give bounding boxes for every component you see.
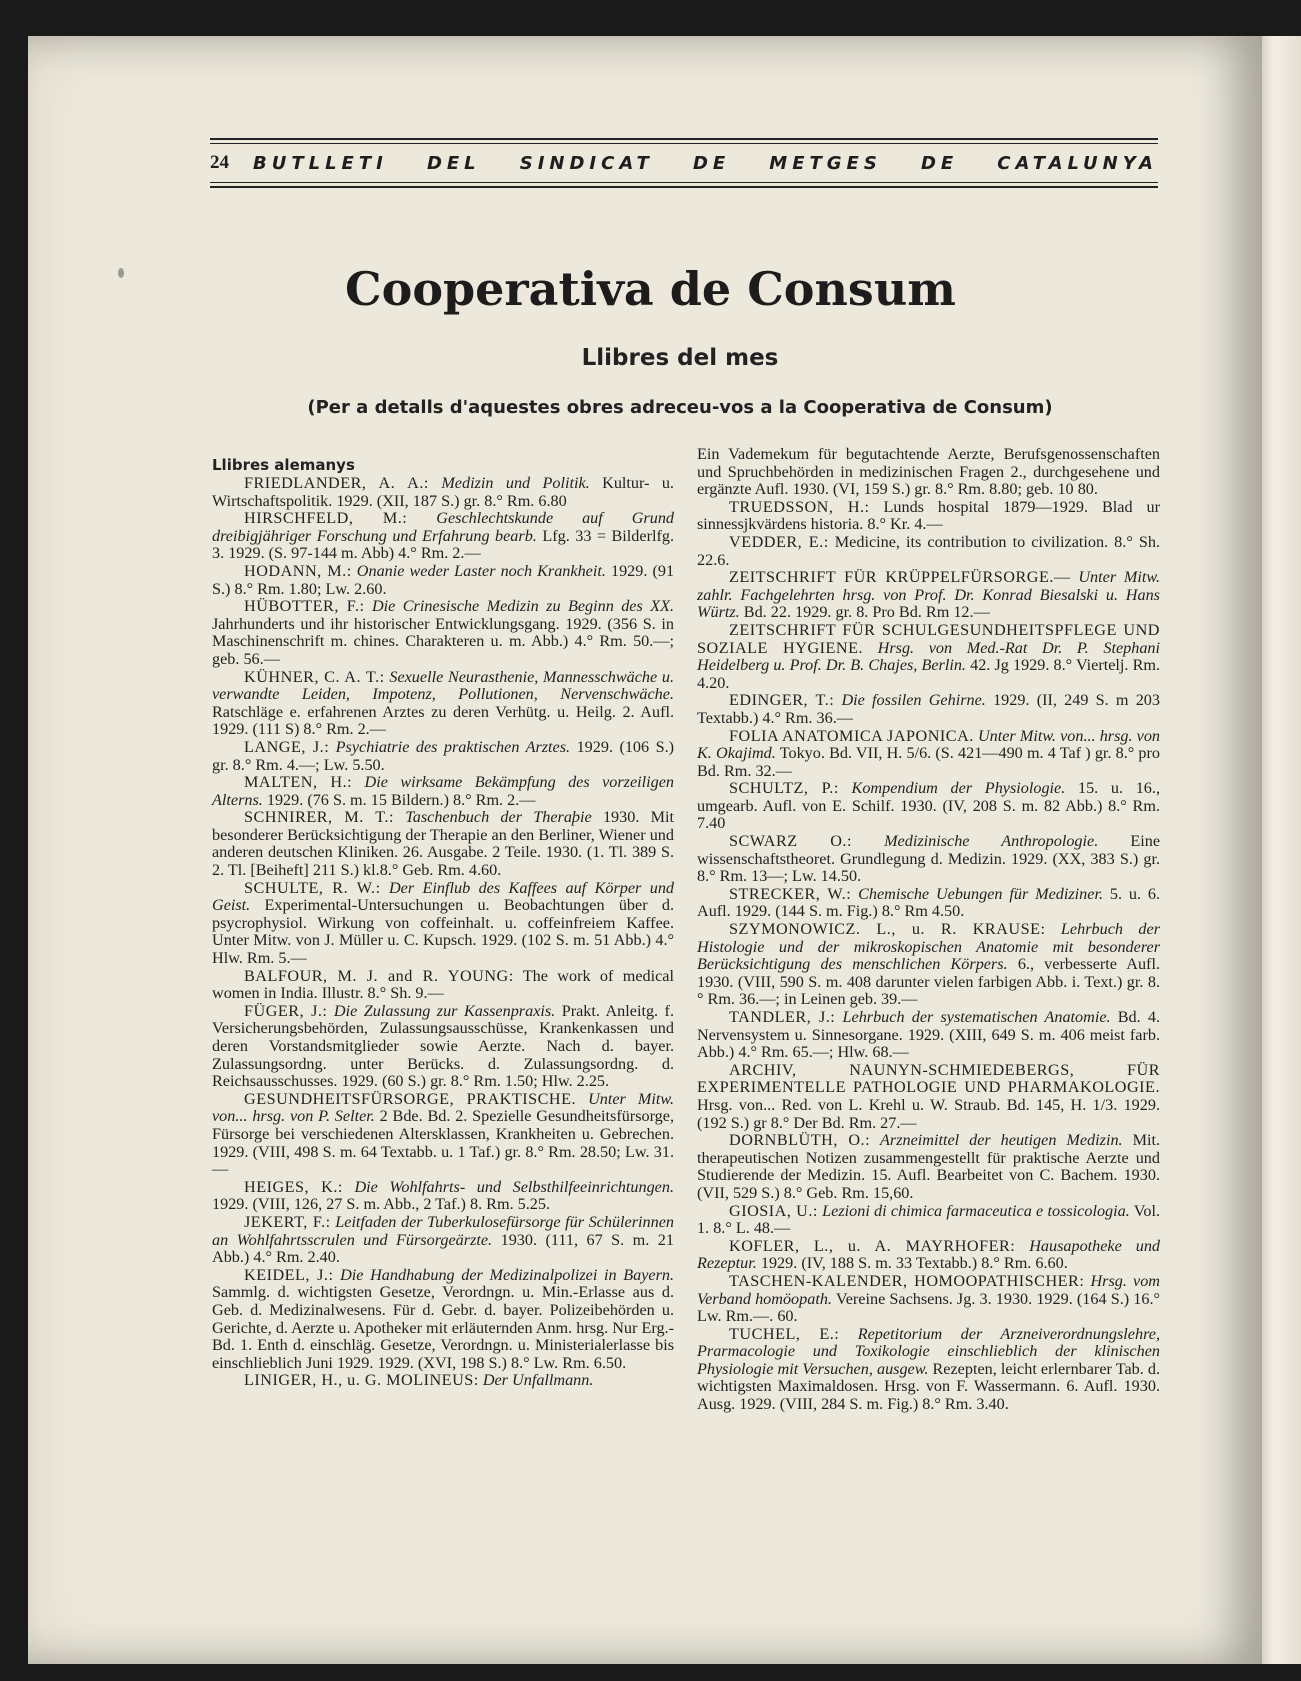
book-author: HÜBOTTER, F.:	[244, 597, 365, 616]
book-entry	[697, 1009, 1160, 1062]
book-details: Bd. 4. Nervensystem u. Sinnesorgane. 1929. (XIII, 649 S. m. 406 meist farb. Abb.) 4.° Rm. 65.—; Hlw. 68.—	[697, 1008, 1161, 1062]
book-details: Ein Vademekum für begutachtende Aerzte, Berufsgenossenschaften und Spruchbehörden in medizinischen Fragen 2., durchgesehene und ergänzte Aufl. 1930. (VI, 159 S.) gr. 8.° Rm. 8.80; geb. 10 80.	[697, 445, 1160, 499]
book-entry	[212, 1267, 674, 1373]
book-entry	[212, 563, 674, 598]
book-title: Unter Mitw. zahlr. Fachgelehrten hrsg. von Prof. Dr. Konrad Biesalski u. Hans Würtz.	[697, 568, 1161, 622]
book-entry	[697, 1203, 1160, 1238]
header-rule-top-thin	[210, 143, 1158, 144]
book-title: Arzneimittel der heutigen Medizin.	[880, 1131, 1123, 1150]
book-title: Sexuelle Neurasthenie, Mannesschwäche u. verwandte Leiden, Impotenz, Pollutionen, Nervenschwäche.	[212, 667, 674, 704]
book-entry	[697, 622, 1160, 692]
book-entry	[697, 780, 1160, 833]
book-author: TRUEDSSON, H.:	[729, 497, 870, 516]
book-details: 1929. (106 S.) gr. 8.° Rm. 4.—; Lw. 5.50.	[212, 737, 675, 774]
book-entry	[212, 880, 674, 968]
book-list	[212, 475, 674, 1390]
book-author: TUCHEL, E.:	[729, 1324, 840, 1343]
book-title: Die Zulassung zur Kassenpraxis.	[333, 1001, 556, 1020]
page-number: 24	[210, 152, 229, 173]
book-entry	[697, 569, 1160, 622]
book-title: Lezioni di chimica farmaceutica e tossicologia.	[822, 1201, 1130, 1220]
book-details: 15. u. 16., umgearb. Aufl. von E. Schilf. 1930. (IV, 208 S. m. 82 Abb.) 8.° Rm. 7.40	[697, 779, 1160, 833]
book-details: Lunds hospital 1879—1929. Blad ur sinnessjkvärdens historia. 8.° Kr. 4.—	[697, 497, 1160, 534]
book-author: EDINGER, T.:	[729, 691, 835, 710]
section-heading: Llibres alemanys	[212, 456, 355, 474]
book-details: The work of medical women in India. Illustr. 8.° Sh. 9.—	[212, 966, 674, 1003]
book-author: SZYMONOWICZ. L., u. R. KRAUSE:	[729, 920, 1046, 939]
book-author: FRIEDLANDER, A. A.:	[244, 474, 429, 492]
book-entry	[697, 921, 1160, 1009]
book-author: KÜHNER, C. A. T.:	[244, 667, 385, 686]
book-author: LANGE, J.:	[244, 737, 330, 756]
book-entry	[212, 1372, 674, 1390]
book-author: ZEITSCHRIFT FÜR SCHULGESUNDHEITSPFLEGE UND SOZIALE HYGIENE.	[697, 620, 1160, 657]
book-title: Lehrbuch der systematischen Anatomie.	[842, 1008, 1111, 1026]
book-author: LINIGER, H., u. G. MOLINEUS:	[244, 1371, 479, 1390]
running-header	[210, 148, 1158, 178]
book-details: Mit. therapeutischen Notizen zusammengestellt für praktische Aerzte und Studierende der Medizin. 15. Aufl. Bearbeitet von C. Bachem. 1930. (VII, 529 S.) 8.° Geb. Rm. 15,60.	[697, 1131, 1160, 1202]
book-title: Medizin und Politik.	[441, 474, 590, 492]
book-entry	[697, 1326, 1160, 1414]
book-title: Hrsg. von Med.-Rat Dr. P. Stephani Heidelberg u. Prof. Dr. B. Chajes, Berlin.	[697, 638, 1161, 675]
book-title: Hrsg. vom Verband homöopath.	[697, 1271, 1160, 1308]
book-author: SCHULTZ, P.:	[729, 779, 839, 798]
book-entry	[212, 1003, 674, 1091]
book-title: Leitfaden der Tuberkulosefürsorge für Schülerinnen an Wohlfahrtsscrulen und Fürsorgeärzte.	[212, 1212, 675, 1249]
book-title: Kompendium der Physiologie.	[851, 779, 1066, 798]
book-entry	[212, 774, 674, 809]
book-author: HODANN, M.:	[244, 561, 352, 580]
book-author: TANDLER, J.:	[729, 1008, 836, 1026]
book-details: Prakt. Anleitg. f. Versicherungsbehörden, Zulassungsausschüsse, Krankenkassen und deren Vorstandsmitglieder sowie Aerzte. Nach d. bayer. Zulassungsordng. unter Berücks. d. Zulassungsordng. d. Reichsausschusses. 1929. (60 S.) gr. 8.° Rm. 1.50; Hlw. 2.25.	[212, 1001, 674, 1091]
right-column	[697, 446, 1160, 1414]
book-details: Tokyo. Bd. VII, H. 5/6. (S. 421—490 m. 4 Taf ) gr. 8.° pro Bd. Rm. 32.—	[697, 744, 1160, 780]
book-title: Unter Mitw. von... hrsg. von P. Selter.	[212, 1089, 675, 1126]
book-details: Jahrhunderts und ihr historischer Entwicklungsgang. 1929. (356 S. in Maschinenschrift m. chines. Charakteren u. m. Abb.) 4.° Rm. 50.—; geb. 56.—	[212, 614, 674, 668]
journal-title-word: BUTLLETI	[253, 152, 388, 174]
book-title: Onanie weder Laster noch Krankheit.	[356, 561, 606, 580]
book-entry	[212, 1214, 674, 1267]
book-details: 1929. (91 S.) 8.° Rm. 1.80; Lw. 2.60.	[212, 561, 675, 598]
book-entry	[697, 886, 1160, 921]
book-title: Lehrbuch der Histologie und der mikroskopischen Anatomie mit besonderer Berücksichtigung des menschlichen Körpers.	[697, 920, 1160, 974]
book-author: ARCHIV, NAUNYN-SCHMIEDEBERGS, FÜR EXPERIMENTELLE PATHOLOGIE UND PHARMAKOLOGIE.	[697, 1060, 1160, 1097]
book-title: Unter Mitw. von... hrsg. von K. Okajimd.	[697, 726, 1161, 763]
book-title: Geschlechtskunde auf Grund dreibigjähriger Forschung und Erfahrung bearb.	[212, 509, 675, 545]
book-details: Bd. 22. 1929. gr. 8. Pro Bd. Rm 12.—	[743, 603, 990, 622]
book-entry	[697, 728, 1160, 781]
book-details: 1930. Mit besonderer Berücksichtigung der Therapie an den Berliner, Wiener und anderen deutschen Kliniken. 26. Ausgabe. 2 Teile. 1930. (1. Tl. 389 S. 2. Tl. [Beiheft] 211 S.) kl.8.° Geb. Rm. 4.60.	[212, 808, 675, 880]
journal-title-word: CATALUNYA	[997, 152, 1158, 174]
book-details: Rezepten, leicht erlernbarer Tab. d. wichtigsten Maximaldosen. Hrsg. von F. Wassermann. 6. Aufl. 1930. Ausg. 1929. (VIII, 284 S. m. Fig.) 8.° Rm. 3.40.	[697, 1359, 1161, 1414]
book-entry	[212, 475, 674, 510]
book-title: Die Crinesische Medizin zu Beginn des XX.	[371, 597, 675, 616]
book-title: Die Wohlfahrts- und Selbsthilfeeinrichtungen.	[354, 1177, 675, 1196]
book-entry	[212, 1091, 674, 1179]
book-author: HEIGES, K.:	[244, 1177, 343, 1196]
book-details: Ratschläge e. erfahrenen Arztes zu deren Verhütg. u. Heilg. 2. Aufl. 1929. (111 S) 8.° Rm. 2.—	[212, 702, 674, 739]
book-list	[697, 446, 1160, 1414]
page-title: Cooperativa de Consum	[345, 262, 956, 316]
book-details: 6., verbesserte Aufl. 1930. (VIII, 590 S. m. 408 darunter vielen farbigen Abb. i. Text.) gr. 8.° Rm. 36.—; in Leinen geb. 39.—	[697, 955, 1160, 1009]
book-details: Kultur- u. Wirtschaftspolitik. 1929. (XII, 187 S.) gr. 8.° Rm. 6.80	[212, 474, 674, 510]
book-author: SCHNIRER, M. T.:	[244, 808, 394, 827]
book-entry	[697, 833, 1160, 886]
book-title: Der Unfallmann.	[482, 1371, 594, 1390]
book-title: Hausapotheke und Rezeptur.	[697, 1236, 1161, 1273]
header-rule-top	[210, 138, 1158, 140]
book-entry	[212, 598, 674, 668]
book-author: FOLIA ANATOMICA JAPONICA.	[729, 726, 974, 745]
book-entry	[212, 809, 674, 879]
book-title: Die fossilen Gehirne.	[841, 691, 986, 710]
book-author: KOFLER, L., u. A. MAYRHOFER:	[729, 1236, 1016, 1255]
journal-title-word: SINDICAT	[519, 152, 654, 174]
journal-title	[253, 153, 1158, 174]
book-details: Vol. 1. 8.° L. 48.—	[697, 1201, 1160, 1238]
book-details: 2 Bde. Bd. 2. Spezielle Gesundheitsfürsorge, Fürsorge bei verschiedenen Altersklassen, Krankheiten u. Gebrechen. 1929. (VIII, 498 S. m. 64 Textabb. u. 1 Taf.) gr. 8.° Rm. 28.50; Lw. 31.—	[212, 1107, 675, 1179]
book-details: Eine wissenschaftstheoret. Grundlegung d. Medizin. 1929. (XX, 383 S.) gr. 8.° Rm. 13—; Lw. 14.50.	[697, 832, 1161, 886]
book-author: SCWARZ O.:	[729, 832, 852, 851]
book-entry	[697, 446, 1160, 499]
book-author: SCHULTE, R. W.:	[244, 878, 381, 897]
book-author: MALTEN, H.:	[244, 773, 353, 792]
book-title: Die wirksame Bekämpfung des vorzeiligen Alterns.	[212, 773, 674, 809]
book-details: 1929. (76 S. m. 15 Bildern.) 8.° Rm. 2.—	[266, 790, 536, 809]
book-title: Psychiatrie des praktischen Arztes.	[335, 737, 571, 756]
book-title: Repetitorium der Arzneiverordnungslehre, Prarmacologie und Toxikologie einschlieblich der klinischen Physiologie mit Versuchen, ausgew.	[697, 1324, 1161, 1378]
book-author: KEIDEL, J.:	[244, 1265, 334, 1284]
page-subtitle: Llibres del mes	[581, 345, 779, 371]
book-author: HIRSCHFELD, M.:	[244, 509, 408, 528]
book-author: STRECKER, W.:	[729, 884, 852, 903]
book-details: 1929. (VIII, 126, 27 S. m. Abb., 2 Taf.) 8. Rm. 5.25.	[212, 1195, 551, 1214]
book-details: Sammlg. d. wichtigsten Gesetze, Verordngn. u. Min.-Erlasse aus d. Geb. d. Medizinalwesens. Für d. Gebr. d. bayer. Polizeibehörden u. Gerichte, d. Aerzte u. Apotheker mit erläuternden Anm. hrsg. Nur Erg.-Bd. 1. Enth d. einschläg. Gesetze, Verordngn. u. Ministerialerlasse bis einschlieblich Juni 1929. 1929. (XVI, 198 S.) 8.° Lw. Rm. 6.50.	[212, 1283, 674, 1372]
book-title: Taschenbuch der Theraþie	[405, 808, 592, 827]
book-details: 1930. (111, 67 S. m. 21 Abb.) 4.° Rm. 2.40.	[212, 1230, 674, 1267]
book-entry	[697, 534, 1160, 569]
journal-title-word: METGES	[769, 152, 882, 174]
book-entry	[212, 669, 674, 739]
book-author: DORNBLÜTH, O.:	[729, 1131, 871, 1150]
book-details: 42. Jg 1929. 8.° Viertelj. Rm. 4.20.	[697, 656, 1161, 692]
book-title: Die Handhabung der Medizinalpolizei in Bayern.	[340, 1265, 675, 1284]
book-details: Medicine, its contribution to civilization. 8.° Sh. 22.6.	[697, 532, 1161, 569]
book-details: Hrsg. von... Red. von L. Krehl u. W. Straub. Bd. 145, H. 1/3. 1929. (192 S.) gr 8.° Der Bd. Rm. 27.—	[697, 1095, 1160, 1132]
header-rule-bottom-thin	[210, 182, 1158, 183]
book-details: Lfg. 33 = Bilderlfg. 3. 1929. (S. 97-144 m. Abb) 4.° Rm. 2.—	[212, 526, 674, 563]
book-author: VEDDER, E.:	[729, 532, 829, 551]
book-title: Medizinische Anthropologie.	[884, 832, 1099, 851]
book-author: FÜGER, J.:	[244, 1001, 328, 1020]
book-author: JEKERT, F.:	[244, 1212, 331, 1231]
book-details: 1929. (IV, 188 S. m. 33 Textabb.) 8.° Rm. 6.60.	[760, 1254, 1068, 1273]
book-details: Vereine Sachsens. Jg. 3. 1930. 1929. (164 S.) 16.° Lw. Rm.—. 60.	[697, 1289, 1160, 1326]
book-entry	[697, 1132, 1160, 1202]
book-entry	[212, 739, 674, 774]
header-rule-bottom	[210, 186, 1158, 188]
left-column	[212, 457, 674, 1390]
book-entry	[212, 1179, 674, 1214]
book-title: Chemische Uebungen für Mediziner.	[858, 884, 1103, 903]
book-details: 5. u. 6. Aufl. 1929. (144 S. m. Fig.) 8.° Rm 4.50.	[697, 884, 1161, 921]
book-author: BALFOUR, M. J. and R. YOUNG:	[244, 966, 514, 985]
book-entry	[212, 968, 674, 1003]
book-author: GESUNDHEITSFÜRSORGE, PRAKTISCHE.	[244, 1089, 577, 1108]
book-details: 1929. (II, 249 S. m 203 Textabb.) 4.° Rm. 36.—	[697, 691, 1160, 727]
contact-notice: (Per a detalls d'aquestes obres adreceu-vos a la Cooperativa de Consum)	[307, 397, 1053, 418]
book-entry	[697, 692, 1160, 727]
book-author: TASCHEN-KALENDER, HOMOOPATHISCHER:	[729, 1271, 1085, 1290]
book-entry	[697, 1273, 1160, 1326]
book-author: ZEITSCHRIFT FÜR KRÜPPELFÜRSORGE.—	[729, 568, 1071, 587]
journal-title-word: DEL	[426, 152, 481, 174]
journal-title-word: DE	[692, 152, 731, 174]
journal-title-word: DE	[920, 152, 959, 174]
book-entry	[697, 1062, 1160, 1132]
book-details: Experimental-Untersuchungen u. Beobachtungen über d. psycrophysiol. Wirkung von coffeinhalt. u. coffeinfreiem Kaffee. Unter Mitw. von J. Müller u. C. Kupsch. 1929. (102 S. m. 51 Abb.) 4.° Hlw. Rm. 5.—	[212, 896, 674, 968]
book-author: GIOSIA, U.:	[729, 1201, 818, 1220]
book-entry	[697, 1238, 1160, 1273]
book-entry	[697, 499, 1160, 534]
book-title: Der Einflub des Kaffees auf Körper und Geist.	[212, 878, 675, 915]
book-entry	[212, 510, 674, 563]
